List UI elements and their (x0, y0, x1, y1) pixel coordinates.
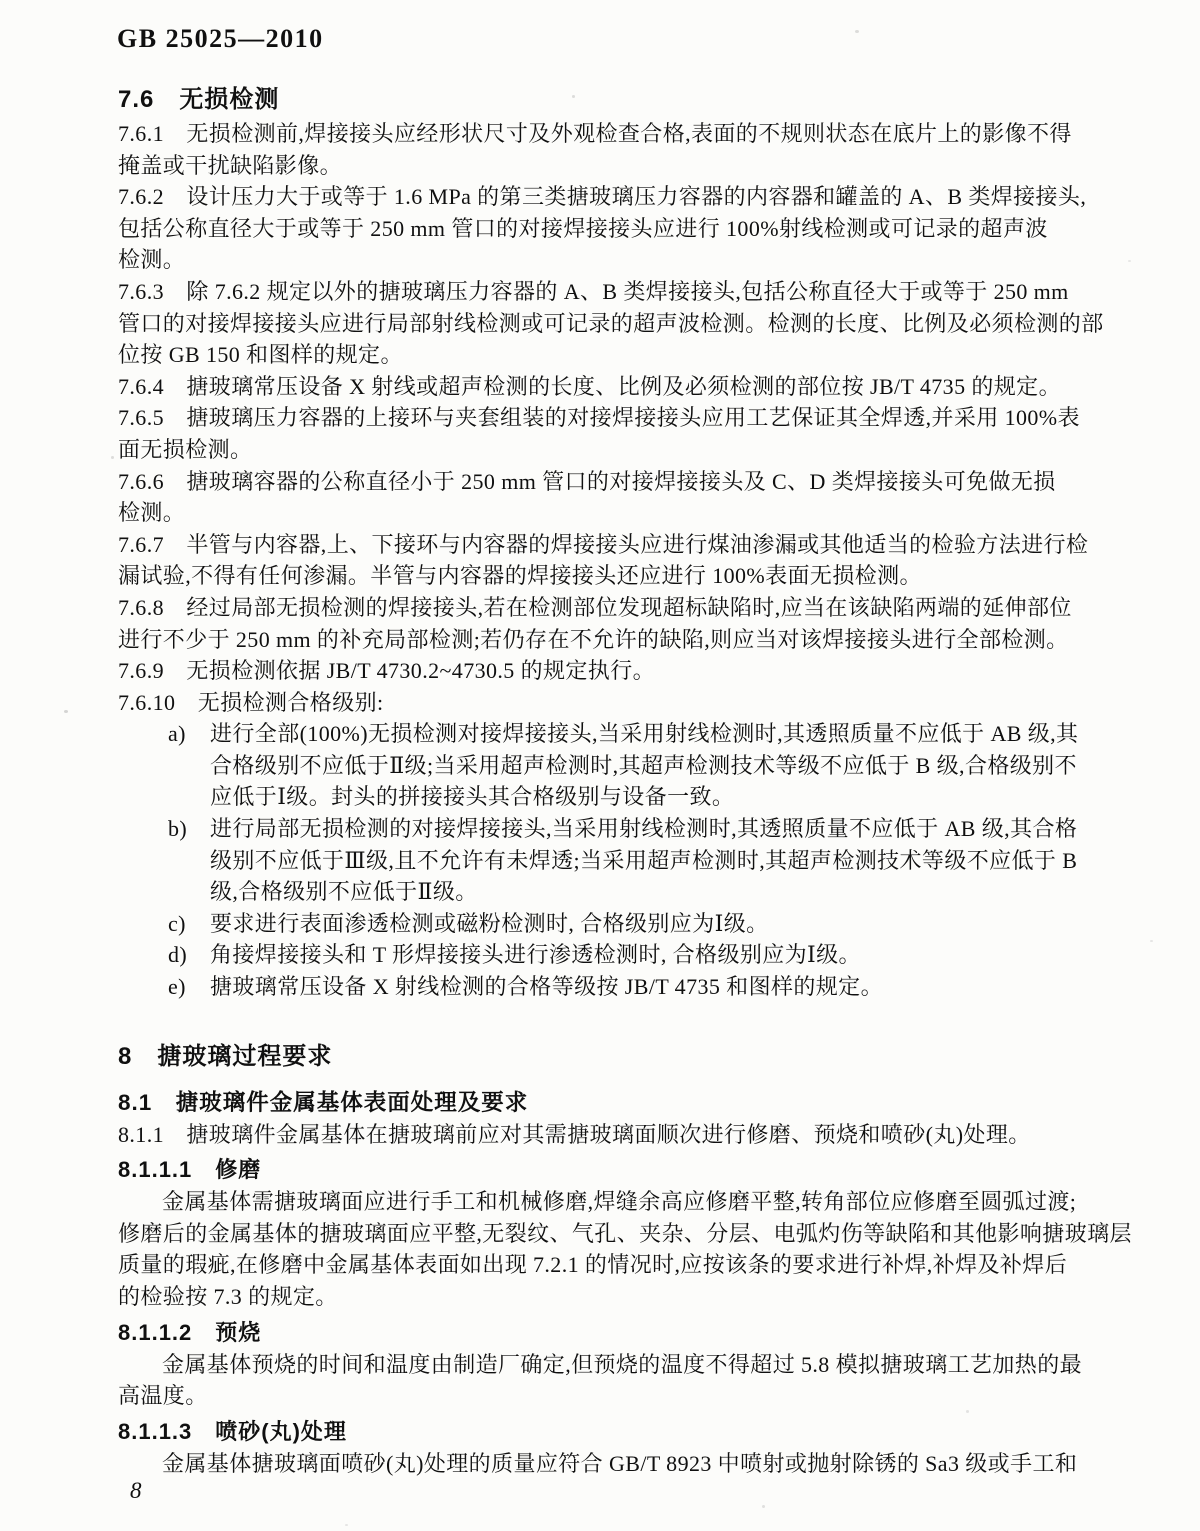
scan-speck (855, 30, 859, 33)
scan-speck (966, 1410, 969, 1413)
list-item (118, 908, 1103, 940)
text-line: 级别不应低于Ⅲ级,且不允许有未焊透;当采用超声检测时,其超声检测技术等级不应低于 B (210, 847, 1078, 873)
scan-speck (64, 710, 68, 713)
list-item (118, 971, 1103, 1003)
text-line: 管口的对接焊接接头应进行局部射线检测或可记录的超声波检测。检测的长度、比例及必须检测的部 (118, 310, 1104, 336)
text-line: 金属基体预烧的时间和温度由制造厂确定,但预烧的温度不得超过 5.8 模拟搪玻璃工艺加热的最 (162, 1351, 1083, 1377)
text-line: 包括公称直径大于或等于 250 mm 管口的对接焊接接头应进行 100%射线检测或可记录的超声波 (118, 215, 1048, 241)
text-line: 掩盖或干扰缺陷影像。 (118, 152, 343, 178)
list-item-text: 进行局部无损检测的对接焊接接头,当采用射线检测时,其透照质量不应低于 AB 级,其合格 (210, 816, 1078, 842)
section-heading: 8.1.1.1 修磨 (118, 1157, 262, 1183)
text-line: 7.6.4 搪玻璃常压设备 X 射线或超声检测的长度、比例及必须检测的部位按 JB/T 4735 的规定。 (118, 373, 1061, 399)
section-heading: 7.6 无损检测 (118, 86, 280, 113)
text-line: 金属基体需搪玻璃面应进行手工和机械修磨,焊缝余高应修磨平整,转角部位应修磨至圆弧过渡; (162, 1189, 1077, 1215)
list-item-marker: d) (168, 942, 188, 968)
list-item-text: 角接焊接接头和 T 形焊接接头进行渗透检测时, 合格级别应为Ⅰ级。 (210, 942, 861, 968)
text-line: 检测。 (118, 500, 186, 526)
scan-speck (345, 1524, 348, 1526)
scan-speck (572, 95, 575, 98)
scan-speck (1128, 260, 1131, 262)
standard-number: GB 25025—2010 (117, 24, 324, 53)
list-item-marker: e) (168, 974, 186, 1000)
text-line: 7.6.10 无损检测合格级别: (118, 689, 384, 715)
text-line: 位按 GB 150 和图样的规定。 (118, 342, 403, 368)
list-item-text: 搪玻璃常压设备 X 射线检测的合格等级按 JB/T 4735 和图样的规定。 (210, 974, 883, 1000)
list-item-text: 进行全部(100%)无损检测对接焊接接头,当采用射线检测时,其透照质量不应低于 AB 级,其 (210, 721, 1079, 747)
text-line: 应低于Ⅰ级。封头的拼接接头其合格级别与设备一致。 (210, 784, 735, 810)
text-line: 7.6.7 半管与内容器,上、下接环与内容器的焊接接头应进行煤油渗漏或其他适当的检验方法进行检 (118, 531, 1089, 557)
text-line: 7.6.1 无损检测前,焊接接头应经形状尺寸及外观检查合格,表面的不规则状态在底片上的影像不得 (118, 121, 1072, 146)
text-line: 高温度。 (118, 1383, 208, 1409)
section-heading: 8 搪玻璃过程要求 (118, 1042, 333, 1070)
section-heading: 8.1.1.3 喷砂(丸)处理 (118, 1418, 347, 1444)
list-item (118, 813, 1103, 845)
text-line: 级,合格级别不应低于Ⅱ级。 (210, 879, 478, 905)
text-line: 面无损检测。 (118, 436, 253, 462)
text-line: 修磨后的金属基体的搪玻璃面应平整,无裂纹、气孔、夹杂、分层、电弧灼伤等缺陷和其他影响搪玻璃层 (118, 1220, 1132, 1246)
list-item-text: 要求进行表面渗透检测或磁粉检测时, 合格级别应为Ⅰ级。 (210, 910, 769, 936)
text-line: 检测。 (118, 247, 186, 273)
page-number: 8 (130, 1478, 142, 1503)
list-item-marker: c) (168, 910, 186, 936)
text-line: 7.6.5 搪玻璃压力容器的上接环与夹套组装的对接焊接接头应用工艺保证其全焊透,并采用 100%表 (118, 405, 1080, 431)
scan-speck (1046, 1368, 1049, 1370)
scan-speck (111, 456, 114, 459)
scan-speck (1150, 940, 1153, 942)
text-line: 7.6.6 搪玻璃容器的公称直径小于 250 mm 管口的对接焊接接头及 C、D 类焊接接头可免做无损 (118, 468, 1056, 494)
text-line: 8.1.1 搪玻璃件金属基体在搪玻璃前应对其需搪玻璃面顺次进行修磨、预烧和喷砂(丸)处理。 (118, 1121, 1031, 1147)
list-item (118, 939, 1103, 971)
text-line: 进行不少于 250 mm 的补充局部检测;若仍存在不允许的缺陷,则应当对该焊接接头进行全部检测。 (118, 626, 1069, 652)
text-line: 7.6.9 无损检测依据 JB/T 4730.2~4730.5 的规定执行。 (118, 658, 655, 684)
text-line: 7.6.8 经过局部无损检测的焊接接头,若在检测部位发现超标缺陷时,应当在该缺陷两端的延伸部位 (118, 594, 1072, 620)
section-heading: 8.1 搪玻璃件金属基体表面处理及要求 (118, 1089, 529, 1115)
section-heading: 8.1.1.2 预烧 (118, 1319, 262, 1345)
text-line: 的检验按 7.3 的规定。 (118, 1284, 338, 1309)
list-item-marker: b) (168, 816, 188, 842)
text-line: 合格级别不应低于Ⅱ级;当采用超声检测时,其超声检测技术等级不应低于 B 级,合格级别不 (210, 752, 1077, 778)
list-item (118, 718, 1103, 750)
text-line: 质量的瑕疵,在修磨中金属基体表面如出现 7.2.1 的情况时,应按该条的要求进行补焊,补焊及补焊后 (118, 1252, 1068, 1278)
document-body (118, 82, 1132, 1479)
text-line: 漏试验,不得有任何渗漏。半管与内容器的焊接接头还应进行 100%表面无损检测。 (118, 563, 922, 589)
text-line: 7.6.2 设计压力大于或等于 1.6 MPa 的第三类搪玻璃压力容器的内容器和罐盖的 A、B 类焊接接头, (118, 184, 1087, 210)
list-item-marker: a) (168, 721, 186, 747)
text-line: 金属基体搪玻璃面喷砂(丸)处理的质量应符合 GB/T 8923 中喷射或抛射除锈的 Sa3 级或手工和 (162, 1450, 1078, 1476)
text-line: 7.6.3 除 7.6.2 规定以外的搪玻璃压力容器的 A、B 类焊接接头,包括公称直径大于或等于 250 mm (118, 278, 1069, 304)
scan-speck (762, 1505, 765, 1508)
